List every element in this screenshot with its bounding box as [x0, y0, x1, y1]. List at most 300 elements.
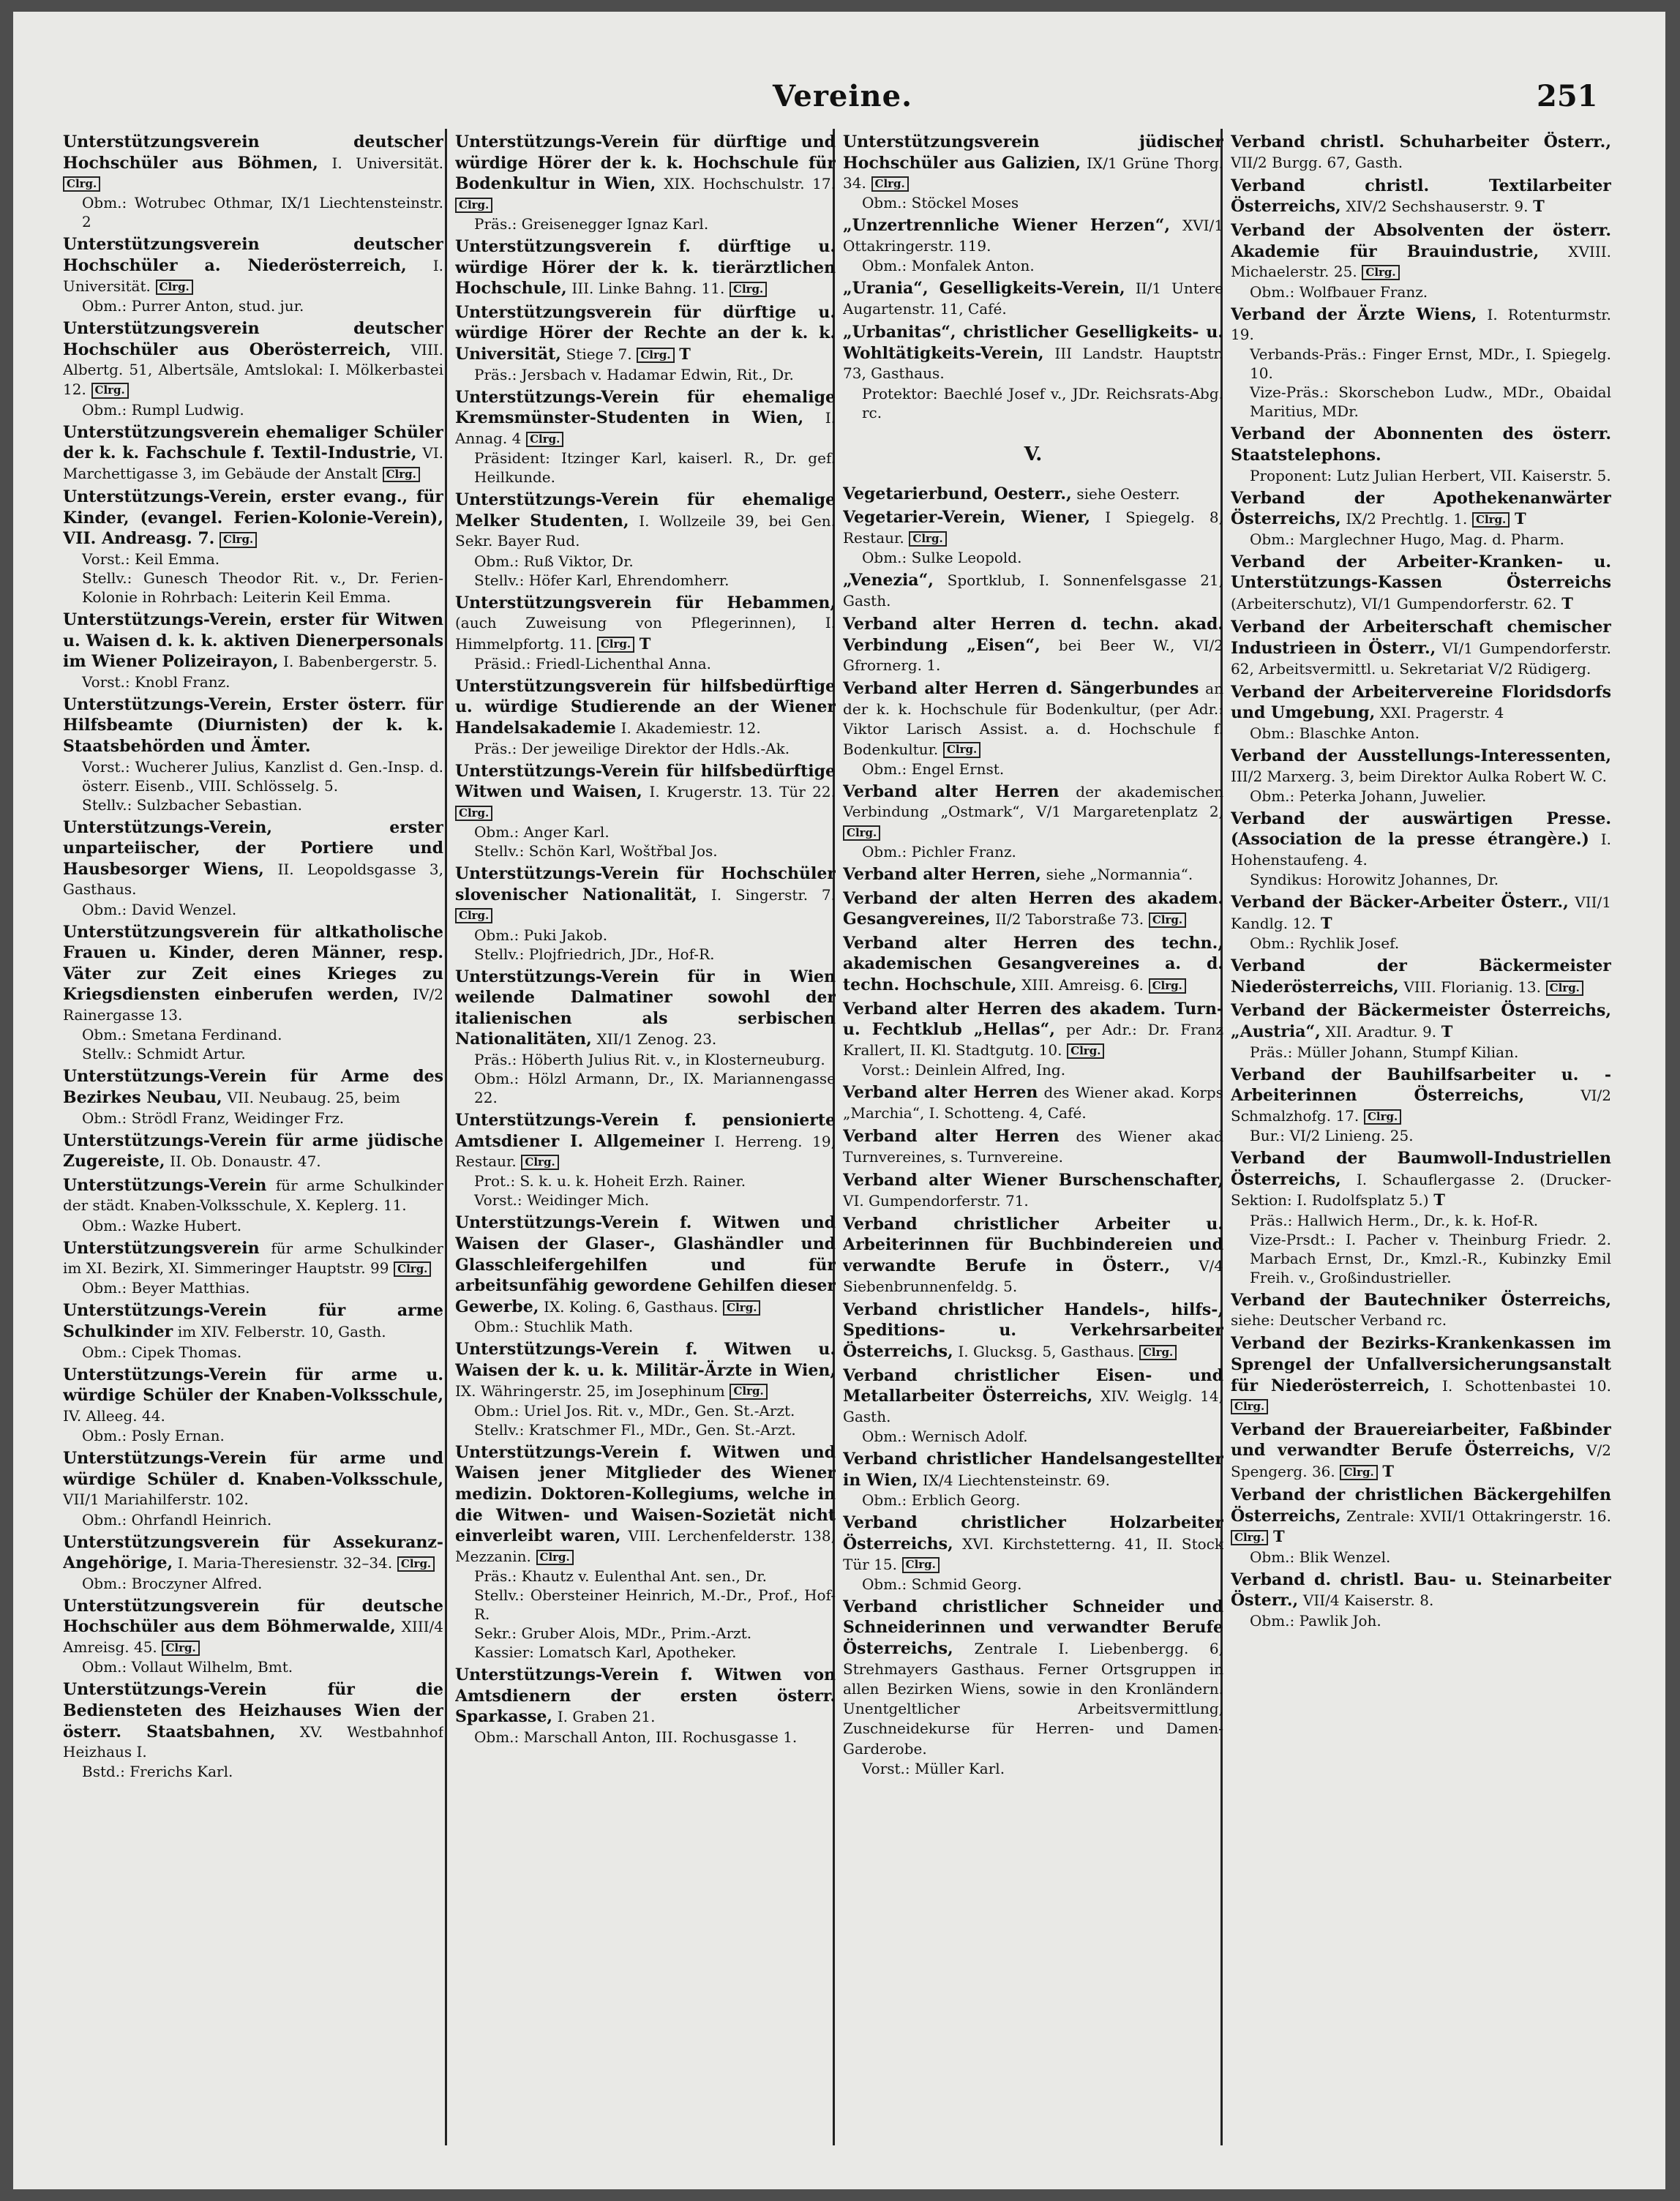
entry-name: Vegetarierbund, Oesterr., — [843, 484, 1072, 503]
directory-entry — [843, 1365, 1223, 1446]
entry-name: Verband d. christl. Bau- u. Steinarbeiter Österr., — [1231, 1570, 1611, 1611]
entry-address: I. Rotenturmstr. 19. — [1231, 305, 1611, 344]
entry-name: Verband der Arbeiterschaft chemischer Industrieen in Österr., — [1231, 618, 1611, 658]
entry-address: XVIII. Michaelerstr. 25. — [1231, 242, 1611, 281]
entry-address: an der k. k. Hochschule für Bodenkultur, (per Adr.: Viktor Larisch Assist. a. d. Hochschule f. Bodenkultur. — [843, 680, 1223, 758]
directory-entry — [843, 132, 1223, 212]
telegraph-tag: Clrg. — [1231, 1530, 1268, 1545]
entry-official: Obm.: Peterka Johann, Juwelier. — [1250, 787, 1487, 805]
entry-name: Verband alter Herren des akadem. Turn- u. Fechtklub „Hellas“, — [843, 999, 1223, 1040]
entry-name: Verband alter Herren d. techn. akad. Verbindung „Eisen“, — [843, 614, 1223, 655]
directory-entry — [63, 422, 443, 484]
entry-name: Unterstützungs-Verein f. Witwen und Waisen der Glaser-, Glashändler und Glasschleifergehilfen und für arbeitsunfähig gewordene Gehilfen dieser Gewerbe, — [455, 1213, 836, 1316]
directory-entry — [63, 1175, 443, 1235]
directory-entry — [63, 1365, 443, 1445]
entry-official: Obm.: Rumpl Ludwig. — [82, 400, 244, 419]
telephone-mark: T — [639, 634, 651, 653]
directory-entry — [843, 1170, 1223, 1211]
telephone-mark: T — [1514, 509, 1526, 528]
entry-official: Obm.: Stuchlik Math. — [474, 1318, 634, 1336]
entry-official: Obm.: Engel Ernst. — [862, 760, 1005, 778]
entry-official: Obm.: David Wenzel. — [82, 900, 237, 918]
directory-entry — [455, 1110, 836, 1210]
entry-official: Protektor: Baechlé Josef v., JDr. Reichsrats-Abg. rc. — [862, 384, 1223, 421]
entry-name: Unterstützungsverein deutscher Hochschüler aus Böhmen, — [63, 132, 443, 173]
entry-address: IV. Alleeg. 44. — [63, 1406, 165, 1425]
directory-entry — [455, 761, 836, 860]
entry-address: I. Glucksg. 5, Gasthaus. — [958, 1343, 1135, 1361]
directory-entry — [1231, 617, 1611, 678]
entry-address: VII/4 Kaiserstr. 8. — [1302, 1591, 1434, 1610]
section-letter: V. — [1024, 443, 1043, 465]
page-number: 251 — [1537, 79, 1598, 113]
entry-official: Bstd.: Frerichs Karl. — [82, 1763, 233, 1781]
entry-name: Unterstützungsverein für hilfsbedürftige u. würdige Studierende an der Wiener Handelsakademie — [455, 676, 836, 738]
entry-name: Verband alter Herren — [843, 1083, 1038, 1103]
directory-entry — [455, 1212, 836, 1336]
entry-address: Sportklub, I. Sonnenfelsgasse 21, Gasth. — [843, 571, 1223, 610]
directory-entry — [63, 1300, 443, 1361]
entry-official: Vorst.: Müller Karl. — [862, 1760, 1005, 1778]
entry-name: Unterstützungs-Verein, erster unparteiischer, der Portiere und Hausbesorger Wiens, — [63, 817, 443, 879]
entry-name: Unterstützungs-Verein für die Bediensteten des Heizhauses Wien der österr. Staatsbahnen, — [63, 1680, 443, 1741]
directory-entry — [1231, 220, 1611, 301]
entry-name: Unterstützungs-Verein für in Wien weilende Dalmatiner sowohl der italienischen als serbischen Nationalitäten, — [455, 967, 836, 1049]
directory-entry — [843, 1512, 1223, 1593]
entry-name: Verband der Arbeiter-Kranken- u. Unterstützungs-Kassen Österreichs — [1231, 552, 1611, 593]
entry-official: Obm.: Beyer Matthias. — [82, 1279, 250, 1297]
entry-name: Verband alter Herren d. Sängerbundes — [843, 679, 1199, 699]
entry-name: Unterstützungs-Verein für ehemalige Kremsmünster-Studenten in Wien, — [455, 387, 836, 428]
entry-name: Unterstützungsverein ehemaliger Schüler der k. k. Fachschule f. Textil-Industrie, — [63, 422, 443, 463]
directory-entry — [63, 1532, 443, 1593]
entry-official: Obm.: Blaschke Anton. — [1250, 724, 1420, 742]
entry-name: Verband der Apothekenanwärter Österreichs, — [1231, 488, 1611, 529]
directory-entry — [455, 967, 836, 1107]
entry-address: für arme Schulkinder im XI. Bezirk, XI. Simmeringer Hauptstr. 99 — [63, 1239, 443, 1278]
telegraph-tag: Clrg. — [730, 282, 767, 297]
entry-address: XXI. Pragerstr. 4 — [1379, 704, 1504, 722]
entry-name: Verband der alten Herren des akadem. Gesangvereines, — [843, 888, 1223, 929]
entry-official: Obm.: Schmid Georg. — [862, 1575, 1022, 1593]
directory-entry — [1231, 488, 1611, 549]
directory-entry — [1231, 1000, 1611, 1061]
directory-entry — [63, 1596, 443, 1676]
directory-entry — [843, 999, 1223, 1079]
entry-official: Obm.: Uriel Jos. Rit. v., MDr., Gen. St.-Arzt. — [474, 1401, 795, 1420]
directory-entry — [455, 1442, 836, 1662]
telegraph-tag: Clrg. — [909, 531, 946, 547]
entry-address: siehe „Normannia“. — [1046, 866, 1193, 884]
directory-entry — [843, 933, 1223, 996]
directory-entry — [1231, 552, 1611, 614]
entry-address: XII. Aradtur. 9. — [1325, 1023, 1437, 1041]
telegraph-tag: Clrg. — [521, 1155, 558, 1170]
entry-official: Sekr.: Gruber Alois, MDr., Prim.-Arzt. — [474, 1624, 752, 1643]
entry-address: I. Wollzeile 39, bei Gen. Sekr. Bayer Rud. — [455, 511, 836, 550]
entry-name: Unterstützungs-Verein für hilfsbedürftige Witwen und Waisen, — [455, 761, 836, 802]
entry-name: Unterstützungs-Verein f. Witwen u. Waisen der k. u. k. Militär-Ärzte in Wien, — [455, 1340, 836, 1380]
entry-address: IV/2 Rainergasse 13. — [63, 986, 443, 1024]
directory-entry — [455, 490, 836, 589]
entry-name: Unterstützungsverein jüdischer Hochschüler aus Galizien, — [843, 132, 1223, 173]
telegraph-tag: Clrg. — [902, 1557, 940, 1572]
entry-official: Vize-Prsdt.: I. Pacher v. Theinburg Friedr. 2. Marbach Ernst, Dr., Kmzl.-R., Kubinzky Emil Freih. v., Großindustrieller. — [1250, 1230, 1611, 1286]
entry-official: Syndikus: Horowitz Johannes, Dr. — [1250, 871, 1499, 889]
entry-address: I. Universität. — [63, 257, 443, 295]
entry-name: Verband der christlichen Bäckergehilfen Österreichs, — [1231, 1485, 1611, 1526]
entry-address: I. Annag. 4 — [455, 409, 836, 447]
entry-official: Obm.: Marschall Anton, III. Rochusgasse 1. — [474, 1728, 798, 1746]
entry-official: Obm.: Monfalek Anton. — [862, 257, 1035, 275]
directory-entry — [1231, 1570, 1611, 1630]
entry-official: Präs.: Jersbach v. Hadamar Edwin, Rit., Dr. — [474, 365, 794, 383]
entry-name: Verband alter Herren — [843, 1127, 1060, 1147]
directory-entry — [1231, 746, 1611, 806]
entry-official: Obm.: Ruß Viktor, Dr. — [474, 552, 634, 570]
entry-name: Verband christl. Textilarbeiter Österreichs, — [1231, 176, 1611, 217]
entry-name: Verband der Bauhilfsarbeiter u. -Arbeiterinnen Österreichs, — [1231, 1065, 1611, 1106]
entry-official: Stellv.: Kratschmer Fl., MDr., Gen. St.-Arzt. — [474, 1420, 796, 1439]
directory-entry — [843, 278, 1223, 319]
directory-entry — [455, 863, 836, 963]
entry-official: Obm.: Blik Wenzel. — [1250, 1548, 1391, 1566]
telegraph-tag: Clrg. — [526, 432, 563, 447]
entry-name: Unterstützungs-Verein für Arme des Bezirkes Neubau, — [63, 1067, 443, 1107]
entry-address: VI/1 Gumpendorferstr. 62, Arbeitsvermittl. u. Sekretariat V/2 Rüdigerg. — [1231, 639, 1611, 678]
entry-official: Vorst.: Wucherer Julius, Kanzlist d. Gen.-Insp. d. österr. Eisenb., VIII. Schlösselg. 5. — [82, 757, 443, 795]
telegraph-tag: Clrg. — [1546, 980, 1583, 996]
entry-official: Obm.: Ohrfandl Heinrich. — [82, 1510, 272, 1529]
entry-name: Unterstützungs-Verein für arme und würdige Schüler d. Knaben-Volksschule, — [63, 1449, 443, 1489]
telegraph-tag: Clrg. — [1149, 912, 1186, 928]
directory-entry — [455, 387, 836, 487]
telephone-mark: T — [1272, 1527, 1285, 1546]
entry-official: Obm.: Pawlik Joh. — [1250, 1611, 1381, 1630]
telegraph-tag: Clrg. — [383, 467, 420, 482]
entry-official: Obm.: Erblich Georg. — [862, 1491, 1021, 1510]
entry-official: Präs.: Höberth Julius Rit. v., in Klosterneuburg. — [474, 1050, 825, 1068]
telegraph-tag: Clrg. — [1340, 1465, 1377, 1480]
telephone-mark: T — [679, 345, 691, 364]
entry-official: Obm.: Rychlik Josef. — [1250, 934, 1400, 953]
entry-address: XIII/4 Amreisg. 45. — [63, 1618, 443, 1657]
telegraph-tag: Clrg. — [730, 1384, 767, 1399]
telegraph-tag: Clrg. — [536, 1550, 574, 1565]
entry-address: I. Singerstr. 7. — [710, 885, 836, 904]
entry-official: Obm.: Hölzl Armann, Dr., IX. Mariannengasse 22. — [474, 1069, 836, 1106]
entry-address: III. Linke Bahng. 11. — [571, 280, 725, 298]
directory-entry — [843, 570, 1223, 611]
entry-name: Unterstützungs-Verein für Hochschüler slovenischer Nationalität, — [455, 864, 836, 904]
entry-name: Verband christl. Schuharbeiter Österr., — [1231, 132, 1611, 151]
directory-entry — [63, 1066, 443, 1127]
entry-address: Stiege 7. — [566, 345, 632, 364]
entry-official: Obm.: Stöckel Moses — [862, 194, 1019, 212]
directory-entry — [1231, 956, 1611, 997]
entry-name: Unterstützungs-Verein, Erster österr. für Hilfsbeamte (Diurnisten) der k. k. Staatsbehörden und Ämter. — [63, 694, 443, 756]
directory-entry — [63, 487, 443, 607]
entry-address: VIII. Albertg. 51, Albertsäle, Amtslokal: I. Mölkerbastei 12. — [63, 340, 443, 399]
entry-address: I. Universität. — [331, 154, 443, 172]
directory-entry — [63, 234, 443, 315]
directory-entry — [1231, 892, 1611, 953]
entry-address: siehe Oesterr. — [1076, 484, 1180, 503]
entry-address: VI. Gumpendorferstr. 71. — [843, 1191, 1029, 1210]
entry-official: Vorst.: Weidinger Mich. — [474, 1191, 650, 1210]
entry-official: Obm.: Wernisch Adolf. — [862, 1428, 1028, 1446]
entry-address: Zentrale I. Liebenbergg. 6, Strehmayers Gasthaus. Ferner Ortsgruppen in allen Bezirken Wiens, sowie in den Kronländern. Unentgeltlicher Arbeitsvermittlung, Zuschneidekurse für Herren- und Damen-Garderobe. — [843, 1640, 1223, 1758]
telegraph-tag: Clrg. — [1149, 978, 1186, 994]
directory-entry — [455, 1339, 836, 1439]
entry-name: Verband christlicher Schneider und Schneiderinnen und verwandter Berufe Österreichs, — [843, 1597, 1223, 1658]
entry-address: V/4 Siebenbrunnenfeldg. 5. — [843, 1256, 1223, 1295]
entry-name: Verband der Baumwoll-Industriellen Österreichs, — [1231, 1149, 1611, 1189]
entry-address: XVI/1 Ottakringerstr. 119. — [843, 217, 1223, 255]
entry-official: Prot.: S. k. u. k. Hoheit Erzh. Rainer. — [474, 1172, 746, 1191]
telegraph-tag: Clrg. — [637, 348, 674, 363]
entry-name: Unterstützungs-Verein f. Witwen und Waisen jener Mitglieder des Wiener medizin. Doktoren-Kollegiums, welche in die Witwen- und Waisen-Sozietät nicht einverleibt waren, — [455, 1442, 836, 1546]
entry-official: Obm.: Pichler Franz. — [862, 843, 1016, 861]
entry-name: Verband alter Herren — [843, 781, 1060, 801]
entry-name: Verband der Bezirks-Krankenkassen im Sprengel der Unfallversicherungsanstalt für Niederösterreich, — [1231, 1334, 1611, 1395]
directory-entry — [63, 922, 443, 1064]
entry-name: Unterstützungsverein für Hebammen, — [455, 593, 836, 612]
entry-name: Verband der Absolventen der österr. Akademie für Brauindustrie, — [1231, 221, 1611, 261]
entry-address: VII/1 Mariahilferstr. 102. — [63, 1491, 249, 1509]
entry-name: „Urbanitas“, christlicher Geselligkeits- u. Wohltätigkeits-Verein, — [843, 323, 1223, 363]
entry-official: Stellv.: Obersteiner Heinrich, M.-Dr., Prof., Hof-R. — [474, 1586, 836, 1624]
telephone-mark: T — [1320, 913, 1332, 932]
entry-address: IX. Währingerstr. 25, im Josephinum — [455, 1381, 725, 1400]
entry-address: IX. Koling. 6, Gasthaus. — [544, 1297, 719, 1316]
directory-entry — [1231, 682, 1611, 743]
entry-address: VIII. Lerchenfelderstr. 138, Mezzanin. — [455, 1527, 836, 1565]
entry-official: Stellv.: Schmidt Artur. — [82, 1045, 246, 1063]
entry-name: Unterstützungs-Verein für ehemalige Melker Studenten, — [455, 490, 836, 530]
entry-address: siehe: Deutscher Verband rc. — [1231, 1311, 1447, 1330]
directory-entry — [843, 507, 1223, 567]
column-2 — [455, 132, 836, 2138]
page-title: Vereine. — [773, 79, 912, 113]
entry-address: II/1 Untere Augartenstr. 11, Café. — [843, 280, 1223, 318]
telegraph-tag: Clrg. — [1231, 1399, 1268, 1414]
telephone-mark: T — [1561, 594, 1573, 613]
entry-address: VII/1 Kandlg. 12. — [1231, 893, 1611, 932]
entry-official: Vorst.: Knobl Franz. — [82, 672, 230, 691]
entry-address: I. Schottenbastei 10. — [1441, 1376, 1611, 1395]
directory-entry — [1231, 176, 1611, 217]
directory-entry — [1231, 1148, 1611, 1286]
directory-entry — [455, 302, 836, 384]
entry-name: Verband alter Wiener Burschenschafter, — [843, 1170, 1223, 1190]
telegraph-tag: Clrg. — [871, 176, 909, 192]
entry-official: Stellv.: Höfer Karl, Ehrendomherr. — [474, 571, 730, 589]
directory-entry — [843, 678, 1223, 778]
directory-entry — [63, 1448, 443, 1529]
column-3 — [843, 132, 1223, 2138]
directory-entry — [843, 1597, 1223, 1778]
directory-entry — [1231, 424, 1611, 484]
directory-entry — [843, 1449, 1223, 1510]
entry-address: des Wiener akad Turnvereines, s. Turnvereine. — [843, 1128, 1223, 1166]
entry-address: II/2 Taborstraße 73. — [995, 910, 1144, 929]
telegraph-tag: Clrg. — [1362, 265, 1399, 280]
directory-entry — [63, 817, 443, 919]
entry-name: Verband christlicher Handels-, hilfs-, Speditions- u. Verkehrsarbeiter Österreichs, — [843, 1300, 1223, 1362]
entry-name: Verband der Bäckermeister Österreichs, „Austria“, — [1231, 1001, 1611, 1042]
entry-address: für arme Schulkinder der städt. Knaben-Volksschule, X. Keplerg. 11. — [63, 1176, 443, 1215]
directory-entry — [63, 1131, 443, 1172]
entry-name: Unterstützungs-Verein für arme jüdische Zugereiste, — [63, 1131, 443, 1171]
entry-official: Stellv.: Gunesch Theodor Rit. v., Dr. Ferien-Kolonie in Rohrbach: Leiterin Keil Emma. — [82, 569, 443, 607]
entry-official: Stellv.: Sulzbacher Sebastian. — [82, 795, 302, 814]
directory-entry — [1231, 1290, 1611, 1331]
entry-name: Unterstützungsverein deutscher Hochschüler a. Niederösterreich, — [63, 235, 443, 276]
entry-official: Obm.: Smetana Ferdinand. — [82, 1026, 282, 1044]
directory-entry — [63, 1679, 443, 1781]
entry-official: Obm.: Anger Karl. — [474, 823, 610, 841]
entry-official: Bur.: VI/2 Linieng. 25. — [1250, 1127, 1414, 1145]
entry-address: XII/1 Zenog. 23. — [596, 1030, 717, 1049]
entry-name: Verband der Brauereiarbeiter, Faßbinder und verwandter Berufe Österreichs, — [1231, 1420, 1611, 1461]
entry-address: (Arbeiterschutz), VI/1 Gumpendorferstr. 62. — [1231, 595, 1557, 613]
telegraph-tag: Clrg. — [220, 532, 257, 547]
entry-name: Unterstützungs-Verein für dürftige und würdige Hörer der k. k. Hochschule für Bodenkultur in Wien, — [455, 132, 836, 194]
telegraph-tag: Clrg. — [156, 280, 193, 295]
entry-official: Vorst.: Keil Emma. — [82, 550, 220, 569]
entry-name: „Venezia“, — [843, 571, 934, 590]
telegraph-tag: Clrg. — [63, 176, 100, 192]
entry-name: Unterstützungs-Verein, erster für Witwen u. Waisen d. k. k. aktiven Dienerpersonals im Wiener Polizeirayon, — [63, 610, 443, 672]
entry-name: Verband der Bäcker-Arbeiter Österr., — [1231, 893, 1569, 912]
entry-address: VIII. Florianig. 13. — [1403, 978, 1541, 996]
entry-name: Verband christlicher Handelsangestellter in Wien, — [843, 1450, 1223, 1490]
directory-entry — [843, 1214, 1223, 1297]
telegraph-tag: Clrg. — [943, 742, 980, 757]
entry-name: Unterstützungs-Verein für arme Schulkinder — [63, 1301, 443, 1342]
directory-entry — [1231, 1333, 1611, 1416]
directory-entry — [843, 484, 1223, 505]
entry-address: des Wiener akad. Korps „Marchia“, I. Schotteng. 4, Café. — [843, 1084, 1223, 1122]
entry-official: Proponent: Lutz Julian Herbert, VII. Kaiserstr. 5. — [1250, 466, 1611, 484]
entry-address: I Spiegelg. 8, Restaur. — [843, 509, 1223, 547]
directory-entry — [843, 1082, 1223, 1123]
entry-official: Obm.: Strödl Franz, Weidinger Frz. — [82, 1109, 345, 1127]
entry-name: Unterstützungsverein f. dürftige u. würdige Hörer der k. k. tierärztlichen Hochschule, — [455, 237, 836, 299]
entry-official: Obm.: Purrer Anton, stud. jur. — [82, 296, 304, 315]
entry-official: Obm.: Marglechner Hugo, Mag. d. Pharm. — [1250, 530, 1564, 548]
entry-name: Vegetarier-Verein, Wiener, — [843, 508, 1091, 528]
entry-address: I. Graben 21. — [557, 1708, 656, 1726]
entry-name: Verband christlicher Arbeiter u. Arbeiterinnen für Buchbindereien und verwandte Berufe in Österr., — [843, 1214, 1223, 1275]
entry-official: Obm.: Puki Jakob. — [474, 926, 608, 944]
column-rule — [445, 129, 447, 2145]
entry-name: „Urania“, Geselligkeits-Verein, — [843, 279, 1125, 299]
directory-entry — [843, 215, 1223, 275]
entry-official: Obm.: Sulke Leopold. — [862, 549, 1022, 567]
directory-entry — [63, 318, 443, 419]
entry-name: Verband der Ausstellungs-Interessenten, — [1231, 746, 1611, 765]
entry-name: Verband alter Herren, — [843, 865, 1041, 885]
entry-name: Verband der Ärzte Wiens, — [1231, 304, 1477, 324]
directory-entry — [63, 610, 443, 691]
entry-address: bei Beer W., VI/2 Gfrornerg. 1. — [843, 636, 1223, 675]
entry-official: Stellv.: Plojfriedrich, JDr., Hof-R. — [474, 945, 715, 963]
entry-name: Unterstützungsverein für Assekuranz-Angehörige, — [63, 1532, 443, 1573]
telegraph-tag: Clrg. — [91, 383, 129, 398]
entry-name: Unterstützungsverein deutscher Hochschüler aus Oberösterreich, — [63, 318, 443, 359]
entry-official: Obm.: Cipek Thomas. — [82, 1343, 242, 1361]
directory-entry — [1231, 304, 1611, 421]
directory-entry — [1231, 809, 1611, 889]
entry-name: Verband der Bautechniker Österreichs, — [1231, 1290, 1611, 1310]
telegraph-tag: Clrg. — [723, 1300, 760, 1316]
entry-name: Unterstützungs-Verein, erster evang., für Kinder, (evangel. Ferien-Kolonie-Verein), VII. Andreasg. 7. — [63, 487, 443, 549]
entry-address: per Adr.: Dr. Franz Krallert, II. Kl. Stadtgutg. 10. — [843, 1021, 1223, 1059]
entry-official: Stellv.: Schön Karl, Woštřbal Jos. — [474, 842, 718, 860]
entry-official: Präsident: Itzinger Karl, kaiserl. R., Dr. gef. Heilkunde. — [474, 449, 836, 487]
entry-official: Obm.: Broczyner Alfred. — [82, 1574, 263, 1592]
entry-address: XV. Westbahnhof Heizhaus I. — [63, 1722, 443, 1761]
entry-name: Verband der Arbeitervereine Floridsdorfs und Umgebung, — [1231, 682, 1611, 723]
entry-official: Kassier: Lomatsch Karl, Apotheker. — [474, 1643, 737, 1662]
entry-name: Verband alter Herren des techn., akademischen Gesangvereines a. d. techn. Hochschule, — [843, 933, 1223, 995]
directory-entry — [843, 322, 1223, 421]
directory-entry — [1231, 1420, 1611, 1482]
directory-entry — [63, 1238, 443, 1298]
telegraph-tag: Clrg. — [1139, 1345, 1177, 1360]
telegraph-tag: Clrg. — [455, 806, 492, 821]
entry-address: Zentrale: XVII/1 Ottakringerstr. 16. — [1346, 1507, 1611, 1525]
entry-name: Verband der Bäckermeister Niederösterreichs, — [1231, 956, 1611, 997]
entry-official: Präsid.: Friedl-Lichenthal Anna. — [474, 654, 712, 672]
telegraph-tag: Clrg. — [397, 1556, 435, 1572]
entry-address: im XIV. Felberstr. 10, Gasth. — [177, 1323, 386, 1341]
entry-address: IX/1 Grüne Thorg. 34. — [843, 154, 1223, 192]
directory-page — [13, 12, 1665, 2189]
entry-official: Obm.: Posly Ernan. — [82, 1427, 225, 1445]
telephone-mark: T — [1433, 1191, 1445, 1210]
directory-entry — [843, 864, 1223, 885]
entry-address: der akademischen Verbindung „Ostmark“, V/1 Margaretenplatz 2, — [843, 782, 1223, 821]
directory-entry — [455, 676, 836, 758]
telephone-mark: T — [1382, 1461, 1395, 1480]
entry-official: Vorst.: Deinlein Alfred, Ing. — [862, 1061, 1066, 1079]
entry-address: II. Leopoldsgasse 3, Gasthaus. — [63, 860, 443, 899]
entry-address: III/2 Marxerg. 3, beim Direktor Aulka Robert W. C. — [1231, 767, 1607, 785]
entry-address: I. Akademiestr. 12. — [620, 719, 761, 737]
entry-official: Präs.: Hallwich Herm., Dr., k. k. Hof-R. — [1250, 1211, 1539, 1229]
entry-name: Verband der Abonnenten des österr. Staatstelephons. — [1231, 424, 1611, 465]
column-4 — [1231, 132, 1611, 2138]
entry-name: Unterstützungsverein für altkatholische Frauen u. Kinder, deren Männer, resp. Väter zur Zeit eines Krieges zu Kriegsdiensten einberufen werden, — [63, 922, 443, 1005]
entry-name: Unterstützungs-Verein f. pensionierte Amtsdiener I. Allgemeiner — [455, 1110, 836, 1151]
entry-address: V/2 Spengerg. 36. — [1231, 1441, 1611, 1480]
telegraph-tag: Clrg. — [1364, 1109, 1401, 1125]
directory-entry — [455, 236, 836, 299]
telegraph-tag: Clrg. — [843, 825, 880, 841]
entry-address: XIX. Hochschulstr. 17. — [664, 175, 836, 193]
entry-name: Unterstützungsverein für dürftige u. würdige Hörer der Rechte an der k. k. Universität, — [455, 302, 836, 364]
entry-address: (auch Zuweisung von Pflegerinnen), I. Himmelpfortg. 11. — [455, 614, 836, 653]
directory-entry — [843, 888, 1223, 930]
entry-official: Präs.: Müller Johann, Stumpf Kilian. — [1250, 1043, 1519, 1061]
entry-name: Verband der auswärtigen Presse. (Association de la presse étrangère.) — [1231, 809, 1611, 850]
entry-address: I. Hohenstaufeng. 4. — [1231, 830, 1611, 869]
directory-entry — [63, 694, 443, 814]
telegraph-tag: Clrg. — [394, 1261, 431, 1277]
